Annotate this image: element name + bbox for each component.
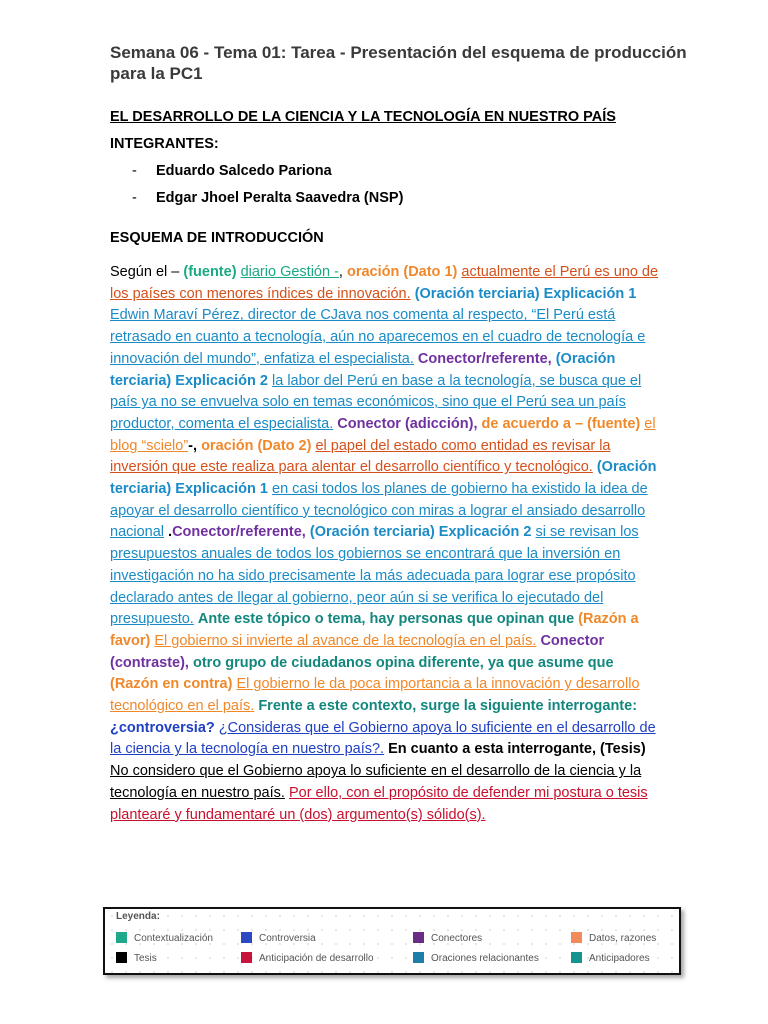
explicacion-1-text: Edwin Maraví Pérez, director de CJava nos comenta al respecto, “El Perú está retrasado en cuanto a tecnología, aún no aparecemos en el cuadro de tecnología e innovación del mundo”, enfatiza el especialista.	[110, 307, 646, 367]
legend-swatch	[116, 952, 127, 963]
introduction-paragraph	[110, 262, 662, 826]
legend-label: Conectores	[431, 933, 483, 945]
explicacion-2b-text: si se revisan los presupuestos anuales de todos los gobiernos se encontrará que la inversión en investigación no ha sido precisamente la más adecuada para lograr ese propósito declarado antes de llegar al gobierno, peor aún si se verifica lo ejecutado del presupuesto.	[110, 524, 639, 628]
label-explicacion-1: (Oración terciaria) Explicación 1	[414, 285, 637, 302]
members-list	[110, 162, 403, 216]
legend-item	[241, 953, 374, 965]
legend-item	[241, 933, 316, 945]
label-explicacion-1b: (Oración terciaria) Explicación 1	[110, 459, 657, 498]
razon-contra-text: El gobierno le da poca importancia a la innovación y desarrollo tecnológico en el país.	[110, 676, 640, 715]
essay-heading: EL DESARROLLO DE LA CIENCIA Y LA TECNOLOGÍA EN NUESTRO PAÍS	[110, 109, 616, 125]
legend-swatch	[241, 952, 252, 963]
section-heading: ESQUEMA DE INTRODUCCIÓN	[110, 230, 324, 246]
legend-swatch	[571, 932, 582, 943]
razon-favor-text: El gobierno si invierte al avance de la tecnología en el país.	[154, 632, 537, 649]
document-title: Semana 06 - Tema 01: Tarea - Presentación del esquema de producción para la PC1	[110, 43, 687, 83]
label-explicacion-2b: (Oración terciaria) Explicación 2	[309, 524, 532, 541]
legend-label: Anticipadores	[589, 953, 650, 965]
legend-swatch	[571, 952, 582, 963]
legend-box	[103, 907, 681, 975]
legend-swatch	[413, 932, 424, 943]
member-name: Eduardo Salcedo Pariona	[156, 163, 332, 179]
member-item	[110, 189, 403, 216]
label-razon-contra: (Razón en contra)	[110, 676, 233, 693]
legend-item	[116, 953, 157, 965]
label-source-2: de acuerdo a – (fuente)	[481, 415, 641, 432]
controversia-text: ¿Consideras que el Gobierno apoya lo suficiente en el desarrollo de la ciencia y la tecnología en nuestro país?.	[110, 719, 656, 758]
label-explicacion-2: (Oración terciaria) Explicación 2	[110, 350, 616, 389]
legend-label: Anticipación de desarrollo	[259, 953, 374, 965]
label-dato-1: oración (Dato 1)	[346, 264, 458, 280]
anticipador-3: Frente a este contexto, surge la siguiente interrogante:	[258, 698, 638, 715]
member-item	[110, 162, 403, 189]
explicacion-1b-text: en casi todos los planes de gobierno ha existido la idea de apoyar el desarrollo científico y tecnológico con miras a lograr el ansiado desarrollo nacional	[110, 481, 648, 541]
label-conector-adicion: Conector (adicción),	[337, 415, 478, 432]
text-intro: Según el –	[110, 264, 184, 280]
legend-label: Datos, razones	[589, 933, 657, 945]
legend-swatch	[413, 952, 424, 963]
label-razon-favor: (Razón a favor)	[110, 611, 639, 649]
legend-label: Contextualización	[134, 933, 213, 945]
legend-item	[571, 953, 650, 965]
list-dash: -	[132, 190, 137, 206]
punct: .	[164, 524, 173, 541]
list-dash: -	[132, 163, 137, 179]
dato-1-text: actualmente el Perú es uno de los países con menores índices de innovación.	[110, 264, 659, 302]
label-source: (fuente)	[183, 264, 237, 280]
explicacion-2-text: la labor del Perú en base a la tecnología, se busca que el país ya no se envuelva solo en temas económicos, sino que el Perú sea un país productor, comenta el especialista.	[110, 372, 642, 432]
label-dato-2: oración (Dato 2)	[201, 437, 312, 454]
source-name: diario Gestión -	[240, 264, 339, 280]
anticipacion-text: Por ello, con el propósito de defender mi postura o tesis plantearé y fundamentaré un (dos) argumento(s) sólido(s).	[110, 784, 648, 823]
label-conector-2: Conector/referente,	[172, 524, 306, 541]
anticipador-2: otro grupo de ciudadanos opina diferente, ya que asume que	[193, 654, 614, 671]
member-name: Edgar Jhoel Peralta Saavedra (NSP)	[156, 190, 404, 206]
legend-item	[571, 933, 656, 945]
legend-item	[116, 933, 213, 945]
legend-item	[413, 933, 482, 945]
tesis-text: No considero que el Gobierno apoya lo suficiente en el desarrollo de la ciencia y la tecnología en nuestro país.	[110, 763, 642, 801]
legend-title: Leyenda:	[116, 911, 160, 922]
punct: -,	[188, 437, 202, 454]
legend-label: Controversia	[259, 933, 316, 945]
anticipador-1: Ante este tópico o tema, hay personas que opinan que	[197, 611, 575, 628]
legend-swatch	[241, 932, 252, 943]
punct: ,	[338, 264, 347, 280]
label-tesis: En cuanto a esta interrogante, (Tesis)	[388, 741, 646, 758]
source-2-name: el blog “scielo”	[110, 415, 656, 454]
dato-2-text: el papel del estado como entidad es revisar la inversión que este realiza para alentar el desarrollo científico y tecnológico.	[110, 437, 611, 476]
members-label: INTEGRANTES:	[110, 136, 219, 152]
label-conector-contraste: Conector (contraste),	[110, 632, 605, 671]
legend-swatch	[116, 932, 127, 943]
legend-label: Oraciones relacionantes	[431, 953, 539, 965]
legend-label: Tesis	[134, 953, 157, 965]
label-conector: Conector/referente,	[417, 350, 552, 367]
label-controversia: ¿controversia?	[110, 719, 215, 736]
legend-item	[413, 953, 539, 965]
